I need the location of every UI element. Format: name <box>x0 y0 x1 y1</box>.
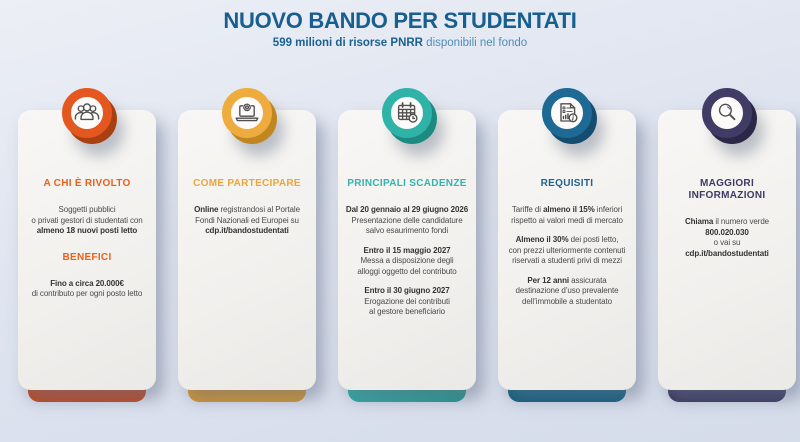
card-icon-circle <box>62 88 112 138</box>
calendar-clock-icon <box>391 96 423 130</box>
magnifier-icon <box>711 96 743 130</box>
body-text-bold: Fino a circa 20.000€ <box>50 278 124 288</box>
card-icon-circle <box>382 88 432 138</box>
body-text: o privati gestori di studentati con <box>31 215 143 225</box>
body-text: registrandosi al Portale <box>218 205 300 214</box>
body-text-bold: almeno 18 nuovi posti letto <box>36 226 138 235</box>
card-principali-scadenze <box>338 88 476 408</box>
page-subtitle <box>0 37 800 49</box>
body-text: alloggi oggetto del contributo <box>357 266 457 276</box>
card-heading: PRINCIPALI SCADENZE <box>347 178 467 189</box>
card-heading: REQUISITI <box>540 178 594 189</box>
body-text-bold: Online <box>194 205 219 214</box>
body-text: dei posti letto, <box>568 235 619 244</box>
card-panel <box>498 110 636 390</box>
card-paragraph <box>23 279 151 300</box>
card-paragraph <box>343 246 471 278</box>
body-text: di contributo per ogni posto letto <box>31 289 143 298</box>
body-text: Messa a disposizione degli <box>360 256 454 265</box>
document-info-icon <box>551 96 583 130</box>
body-text: Soggetti pubblici <box>58 205 116 214</box>
card-heading: COME PARTECIPARE <box>193 178 301 189</box>
body-text: inferiori <box>594 205 623 214</box>
subtitle-rest: disponibili nel fondo <box>422 37 528 50</box>
card-paragraph <box>503 235 631 267</box>
card-paragraph <box>343 286 471 318</box>
card-icon-circle <box>542 88 592 138</box>
portal-url-link[interactable]: cdp.it/bandostudentati <box>205 226 289 235</box>
deadline-date-bold: Entro il 30 giugno 2027 <box>364 286 450 295</box>
card-paragraph <box>503 205 631 226</box>
body-text-bold: Chiama <box>684 217 714 226</box>
body-text: Erogazione dei contributi <box>364 296 450 306</box>
card-heading: A CHI È RIVOLTO <box>43 178 131 189</box>
card-panel <box>178 110 316 390</box>
card-come-partecipare <box>178 88 316 408</box>
body-text: rispetto ai valori medi di mercato <box>511 215 623 225</box>
card-paragraph <box>183 205 311 237</box>
body-text: Tariffe di <box>511 205 544 214</box>
info-url-link[interactable]: cdp.it/bandostudentati <box>685 248 769 258</box>
subtitle-amount: 599 milioni di risorse PNRR <box>272 37 423 50</box>
card-paragraph <box>23 205 151 237</box>
body-text: con prezzi ulteriormente contenuti <box>508 245 626 255</box>
card-paragraph <box>503 276 631 308</box>
body-text: dell’immobile a studentato <box>522 296 612 306</box>
card-paragraph <box>343 205 471 237</box>
card-requisiti <box>498 88 636 408</box>
phone-number: 800.020.030 <box>705 227 749 237</box>
card-a-chi-e-rivolto <box>18 88 156 408</box>
body-text: salvo esaurimento fondi <box>365 226 449 235</box>
card-paragraph <box>663 217 791 259</box>
body-text-bold: almeno il 15% <box>543 205 595 214</box>
body-text: riservati a studenti privi di mezzi <box>512 256 622 265</box>
deadline-date-bold: Entro il 15 maggio 2027 <box>363 245 451 255</box>
deadline-date-bold: Dal 20 gennaio al 29 giugno 2026 <box>345 205 469 214</box>
card-heading: MAGGIORI INFORMAZIONI <box>688 178 766 201</box>
card-icon-circle <box>702 88 752 138</box>
body-text: il numero verde <box>713 217 770 226</box>
group-icon <box>71 96 103 130</box>
card-icon-circle <box>222 88 272 138</box>
card-subheading: BENEFICI <box>62 251 112 263</box>
body-text: assicurata <box>569 275 607 285</box>
page-title: NUOVO BANDO PER STUDENTATI <box>223 8 577 33</box>
header <box>0 9 800 49</box>
body-text: o vai su <box>713 238 741 247</box>
body-text: destinazione d’uso prevalente <box>515 286 619 295</box>
card-panel <box>658 110 796 390</box>
body-text-bold: Almeno il 30% <box>515 235 569 244</box>
body-text: Fondi Nazionali ed Europei su <box>195 215 299 225</box>
card-maggiori-informazioni <box>658 88 796 408</box>
card-panel <box>18 110 156 390</box>
body-text-bold: Per 12 anni <box>527 275 569 285</box>
body-text: Presentazione delle candidature <box>351 215 463 225</box>
card-panel <box>338 110 476 390</box>
laptop-gear-icon <box>231 96 263 130</box>
body-text: al gestore beneficiario <box>369 307 445 316</box>
